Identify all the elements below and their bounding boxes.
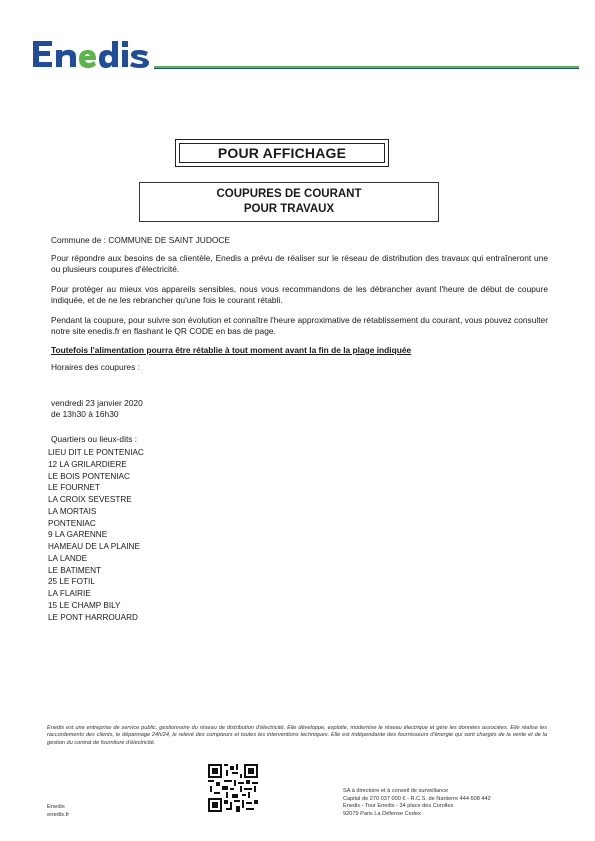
list-item: LE BOIS PONTENIAC bbox=[48, 471, 130, 481]
legal-notice: Enedis est une entreprise de service public, gestionnaire du réseau de distribution d'électricité. Elle développe, exploite, modernise le réseau électrique et gère les données associées. Elle réalise les raccordements des clients, le dépannage 24h/24, le relevé des compteurs et toutes les interventions techniques. Elle est indépendante des fournisseurs d'énergie qui sont chargés de la vente et de la gestion du contrat de fourniture d'électricité. bbox=[47, 725, 547, 746]
paragraph-protect: Pour protéger au mieux vos appareils sensibles, nous vous recommandons de les débrancher avant l'heure de début de coupure indiquée, et de ne les rebrancher qu'une fois le courant rétabli. bbox=[51, 284, 548, 305]
footer-legal-line: SA à directoire et à conseil de surveillance bbox=[343, 788, 449, 794]
page-title: POUR AFFICHAGE bbox=[179, 143, 385, 163]
paragraph-followup: Pendant la coupure, pour suivre son évolution et connaître l'heure approximative de rétablissement du courant, vous pouvez consulter notre site enedis.fr en flashant le QR CODE en bas de page. bbox=[51, 315, 548, 336]
list-item: PONTENIAC bbox=[48, 518, 96, 528]
enedis-logo bbox=[30, 38, 152, 70]
list-item: 9 LA GARENNE bbox=[48, 530, 108, 540]
subheading-line2: POUR TRAVAUX bbox=[243, 203, 335, 215]
qr-code[interactable] bbox=[208, 764, 258, 812]
list-item: 15 LE CHAMP BILY bbox=[48, 600, 121, 610]
list-item: 12 LA GRILARDIERE bbox=[48, 459, 127, 469]
footer-website-link[interactable]: enedis.fr bbox=[47, 812, 70, 818]
schedule-label: Horaires des coupures : bbox=[51, 362, 140, 372]
list-item: LE PONT HARROUARD bbox=[48, 612, 138, 622]
schedule-date: vendredi 23 janvier 2020 bbox=[51, 398, 143, 408]
footer-left bbox=[47, 803, 69, 819]
footer-legal-line: 92079 Paris La Défense Cedex bbox=[343, 810, 421, 817]
list-item: LIEU DIT LE PONTENIAC bbox=[48, 448, 144, 457]
paragraph-intro: Pour répondre aux besoins de sa clientèle, Enedis a prévu de réaliser sur le réseau de distribution des travaux qui entraîneront une ou plusieurs coupures d'électricité. bbox=[51, 253, 548, 274]
footer-legal-line: Capital de 270 037 000 € - R.C.S. de Nanterre 444 608 442 bbox=[343, 795, 491, 802]
list-item: LA CROIX SEVESTRE bbox=[48, 495, 132, 504]
enedis-logo-graphic bbox=[30, 38, 152, 70]
subheading-box bbox=[139, 182, 439, 222]
list-item: LE FOURNET bbox=[48, 483, 100, 493]
list-item: HAMEAU DE LA PLAINE bbox=[48, 542, 140, 551]
list-item: 25 LE FOTIL bbox=[48, 577, 95, 587]
qr-code-graphic bbox=[208, 764, 258, 812]
list-item: LA MORTAIS bbox=[48, 506, 97, 516]
footer-company: Enedis bbox=[47, 804, 65, 810]
list-item: LE BATIMENT bbox=[48, 565, 102, 575]
list-item: LA FLAIRIE bbox=[48, 589, 91, 598]
warning-line: Toutefois l'alimentation pourra être rétablie à tout moment avant la fin de la plage indiquée bbox=[51, 345, 412, 355]
districts-list bbox=[48, 447, 144, 623]
schedule-hours: de 13h30 à 16h30 bbox=[51, 409, 119, 419]
footer-right bbox=[343, 788, 491, 818]
subheading-line1: COUPURES DE COURANT bbox=[216, 188, 362, 200]
commune-line: Commune de : COMMUNE DE SAINT JUDOCE bbox=[51, 235, 231, 245]
list-item: LA LANDE bbox=[48, 553, 88, 563]
districts-label: Quartiers ou lieux-dits : bbox=[51, 434, 138, 444]
footer-legal-line: Enedis - Tour Enedis - 34 place des Corolles bbox=[343, 803, 454, 809]
header-rule bbox=[154, 66, 579, 69]
heading-box bbox=[175, 139, 389, 167]
